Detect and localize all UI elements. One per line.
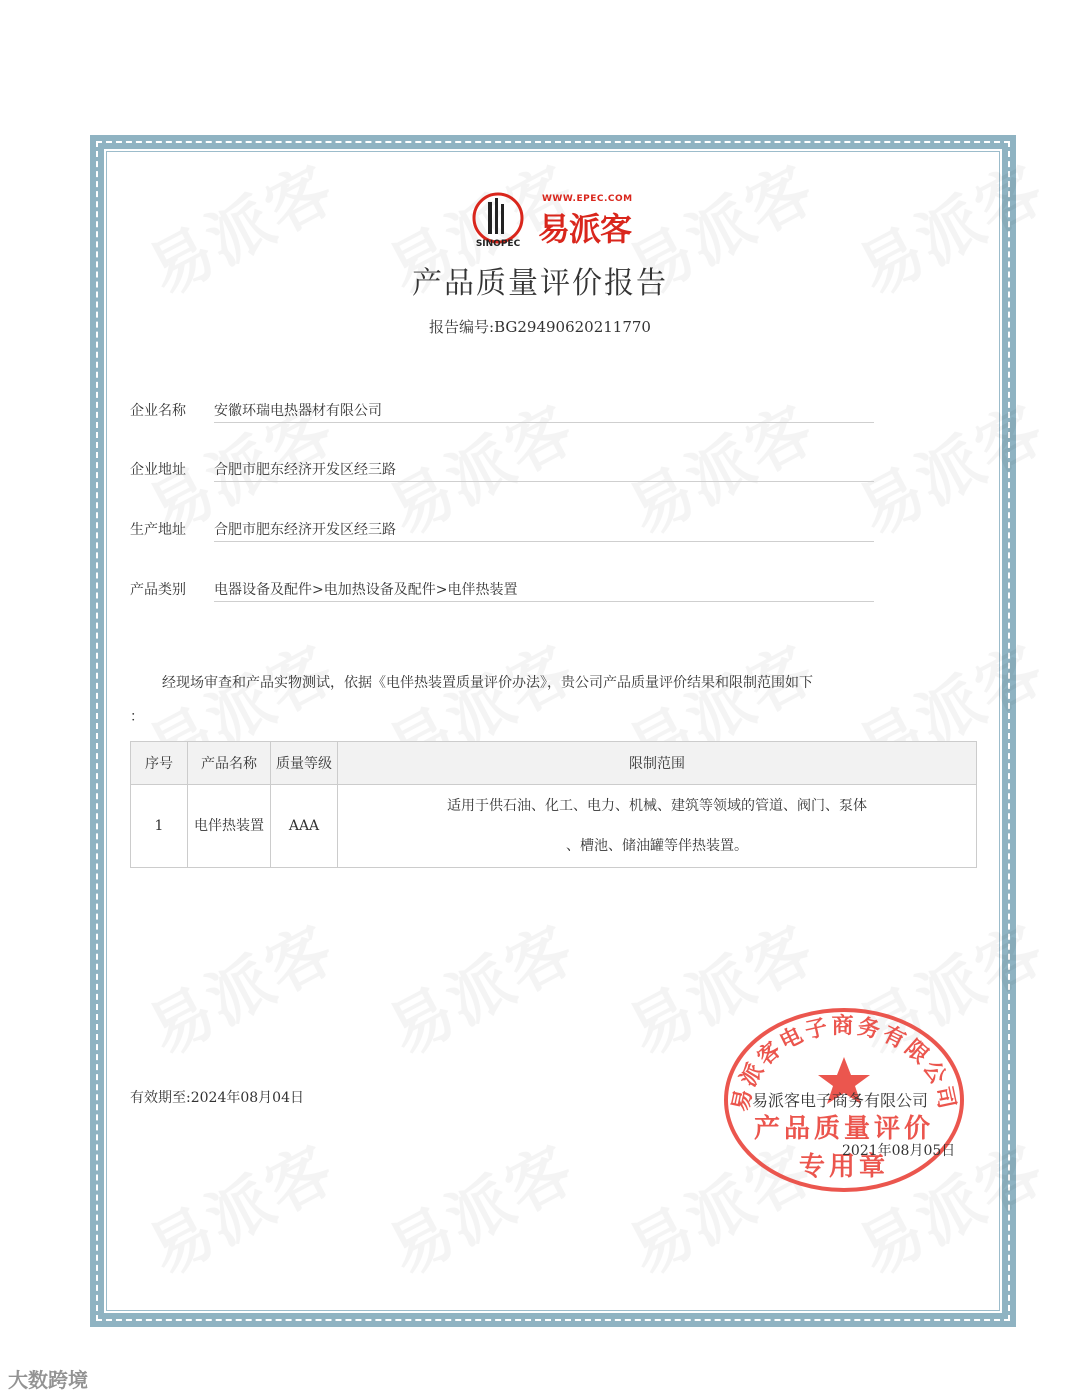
field-label: 生产地址 [130,522,186,538]
field-product-category [130,579,875,601]
issuer-name: 易派客电子商务有限公司 [752,1091,929,1110]
footer-watermark: 大数跨境 [8,1368,88,1392]
report-number: 报告编号:BG29490620211770 [429,318,651,336]
col-header-grade: 质量等级 [271,742,338,785]
table-row [131,785,977,868]
field-label: 企业地址 [130,462,186,478]
scope-line1: 适用于供石油、化工、电力、机械、建筑等领域的管道、阀门、泵体 [447,798,867,814]
cell-grade: AAA [271,785,338,868]
cell-product: 电伴热装置 [188,785,271,868]
field-label: 产品类别 [130,582,186,598]
field-label: 企业名称 [130,403,186,419]
statement-line1: 经现场审查和产品实物测试，依据《电伴热装置质量评价办法》，贵公司产品质量评价结果和限制范围如下 [162,675,813,691]
cell-no: 1 [131,785,188,868]
col-header-product: 产品名称 [188,742,271,785]
field-value: 合肥市肥东经济开发区经三路 [214,519,874,542]
svg-text:专用章: 专用章 [798,1152,890,1182]
cell-scope [338,785,977,868]
header-logos [470,192,650,250]
field-value: 安徽环瑞电热器材有限公司 [214,400,874,423]
col-header-scope: 限制范围 [338,742,977,785]
svg-text:SINOPEC: SINOPEC [475,239,521,248]
sinopec-logo-icon [470,192,526,248]
epec-url: WWW.EPEC.COM [542,194,633,204]
statement-paragraph [130,666,930,734]
table-header-row [131,742,977,785]
valid-until: 有效期至:2024年08月04日 [130,1090,304,1106]
col-header-no: 序号 [131,742,188,785]
epec-logo-text: 易派客 [538,210,632,248]
field-value: 电器设备及配件>电加热设备及配件>电伴热装置 [214,579,874,602]
issue-date: 2021年08月05日 [842,1143,956,1159]
result-table [130,741,977,868]
document-title: 产品质量评价报告 [412,266,668,301]
field-value: 合肥市肥东经济开发区经三路 [214,459,874,482]
svg-text:产品质量评价: 产品质量评价 [753,1114,935,1144]
scope-line2: 、槽池、储油罐等伴热装置。 [566,838,748,854]
field-company-address [130,459,875,481]
statement-line2: ： [130,709,144,725]
field-production-address [130,519,875,541]
field-company-name [130,400,875,422]
svg-text:易派客电子商务有限公司: 易派客电子商务有限公司 [728,1014,960,1114]
